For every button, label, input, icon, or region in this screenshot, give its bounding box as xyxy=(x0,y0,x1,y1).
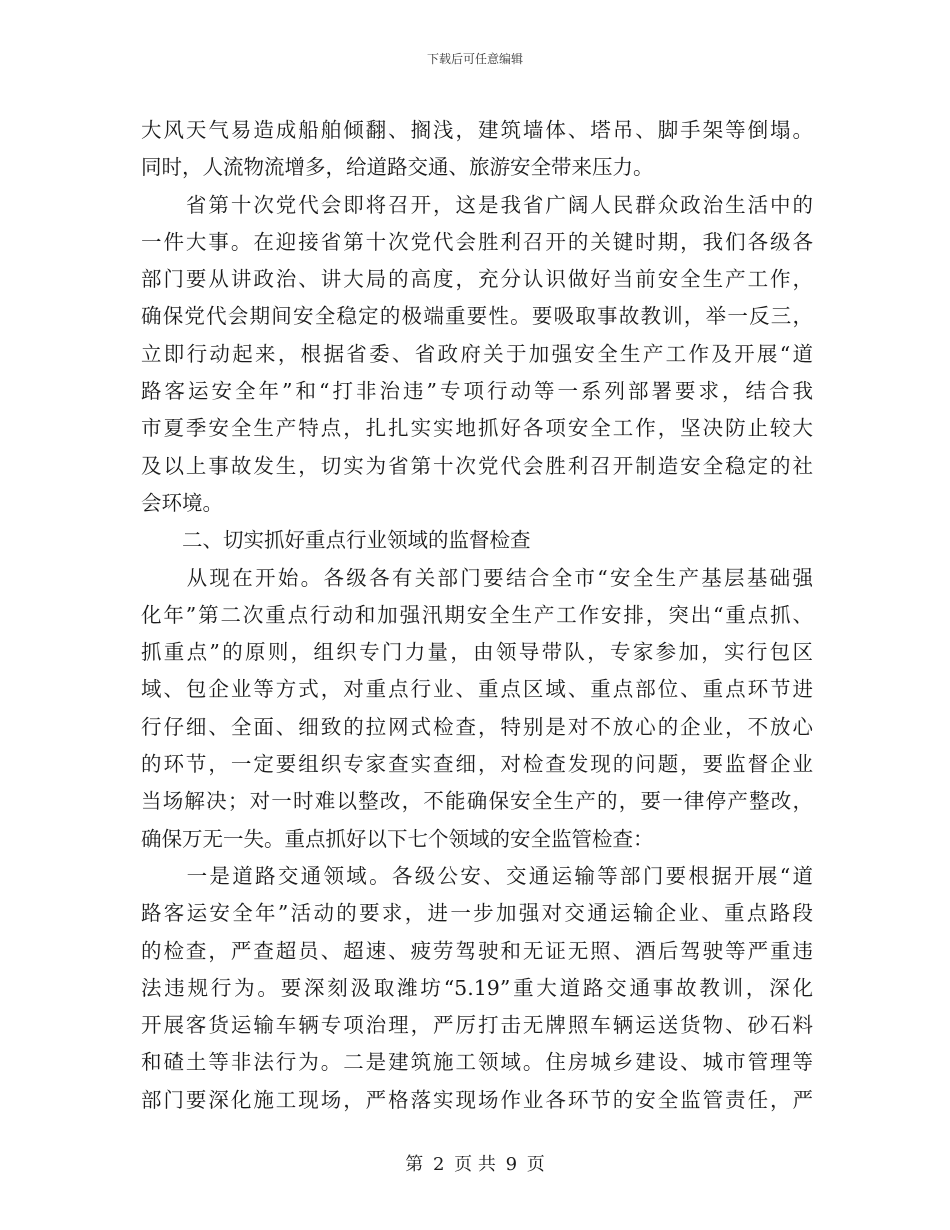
text-line: 及以上事故发生，切实为省第十次党代会胜利召开制造安全稳定的社 xyxy=(141,453,813,478)
text-line: 一是道路交通领域。各级公安、交通运输等部门要根据开展“道 xyxy=(141,863,813,888)
text-line: 和碴土等非法行为。二是建筑施工领域。住房城乡建设、城市管理等 xyxy=(141,1050,813,1075)
text-line: 市夏季安全生产特点，扎扎实实地抓好各项安全工作，坚决防止较大 xyxy=(141,416,813,441)
text-line: 同时，人流物流增多，给道路交通、旅游安全带来压力。 xyxy=(141,155,654,180)
text-line: 确保万无一失。重点抓好以下七个领域的安全监管检查： xyxy=(141,826,654,851)
footer-suffix: 页 xyxy=(526,1154,545,1175)
text-line: 会环境。 xyxy=(141,490,223,515)
text-line: 大风天气易造成船舶倾翻、搁浅，建筑墙体、塔吊、脚手架等倒塌。 xyxy=(141,118,813,142)
text-line: 法违规行为。要深刻汲取潍坊“5.19”重大道路交通事故教训，深化 xyxy=(141,975,813,1000)
text-line: 域、包企业等方式，对重点行业、重点区域、重点部位、重点环节进 xyxy=(141,677,813,702)
text-line: 部门要从讲政治、讲大局的高度，充分认识做好当前安全生产工作， xyxy=(141,267,813,292)
text-line: 路客运安全年”和“打非治违”专项行动等一系列部署要求，结合我 xyxy=(141,379,813,404)
footer-page-number: 2 xyxy=(432,1154,445,1175)
text-line: 行仔细、全面、细致的拉网式检查，特别是对不放心的企业，不放心 xyxy=(141,714,813,739)
text-line: 部门要深化施工现场，严格落实现场作业各环节的安全监管责任，严 xyxy=(141,1087,813,1112)
text-line: 立即行动起来，根据省委、省政府关于加强安全生产工作及开展“道 xyxy=(141,341,813,366)
text-line: 确保党代会期间安全稳定的极端重要性。要吸取事故教训，举一反三， xyxy=(141,304,813,329)
text-line: 的检查，严查超员、超速、疲劳驾驶和无证无照、酒后驾驶等严重违 xyxy=(141,938,813,963)
page-footer xyxy=(0,1150,950,1176)
footer-prefix: 第 xyxy=(405,1154,424,1175)
page-header: 下载后可任意编辑 xyxy=(426,52,523,66)
text-line: 省第十次党代会即将召开，这是我省广阔人民群众政治生活中的 xyxy=(141,192,813,217)
text-line: 开展客货运输车辆专项治理，严厉打击无牌照车辆运送货物、砂石料 xyxy=(141,1013,813,1038)
text-line: 路客运安全年”活动的要求，进一步加强对交通运输企业、重点路段 xyxy=(141,901,813,926)
text-line: 的环节，一定要组织专家查实查细，对检查发现的问题，要监督企业 xyxy=(141,752,813,777)
text-line: 一件大事。在迎接省第十次党代会胜利召开的关键时期，我们各级各 xyxy=(141,229,813,254)
text-line: 从现在开始。各级各有关部门要结合全市“安全生产基层基础强 xyxy=(141,565,813,590)
text-line: 二、切实抓好重点行业领域的监督检查 xyxy=(141,528,531,553)
document-body xyxy=(141,112,813,1119)
text-line: 化年”第二次重点行动和加强汛期安全生产工作安排，突出“重点抓、 xyxy=(141,602,813,627)
footer-mid: 页 共 xyxy=(454,1154,496,1175)
text-line: 当场解决；对一时难以整改，不能确保安全生产的，要一律停产整改， xyxy=(141,789,813,814)
text-line: 抓重点”的原则，组织专门力量，由领导带队，专家参加，实行包区 xyxy=(141,640,813,665)
footer-total-pages: 9 xyxy=(505,1154,518,1175)
